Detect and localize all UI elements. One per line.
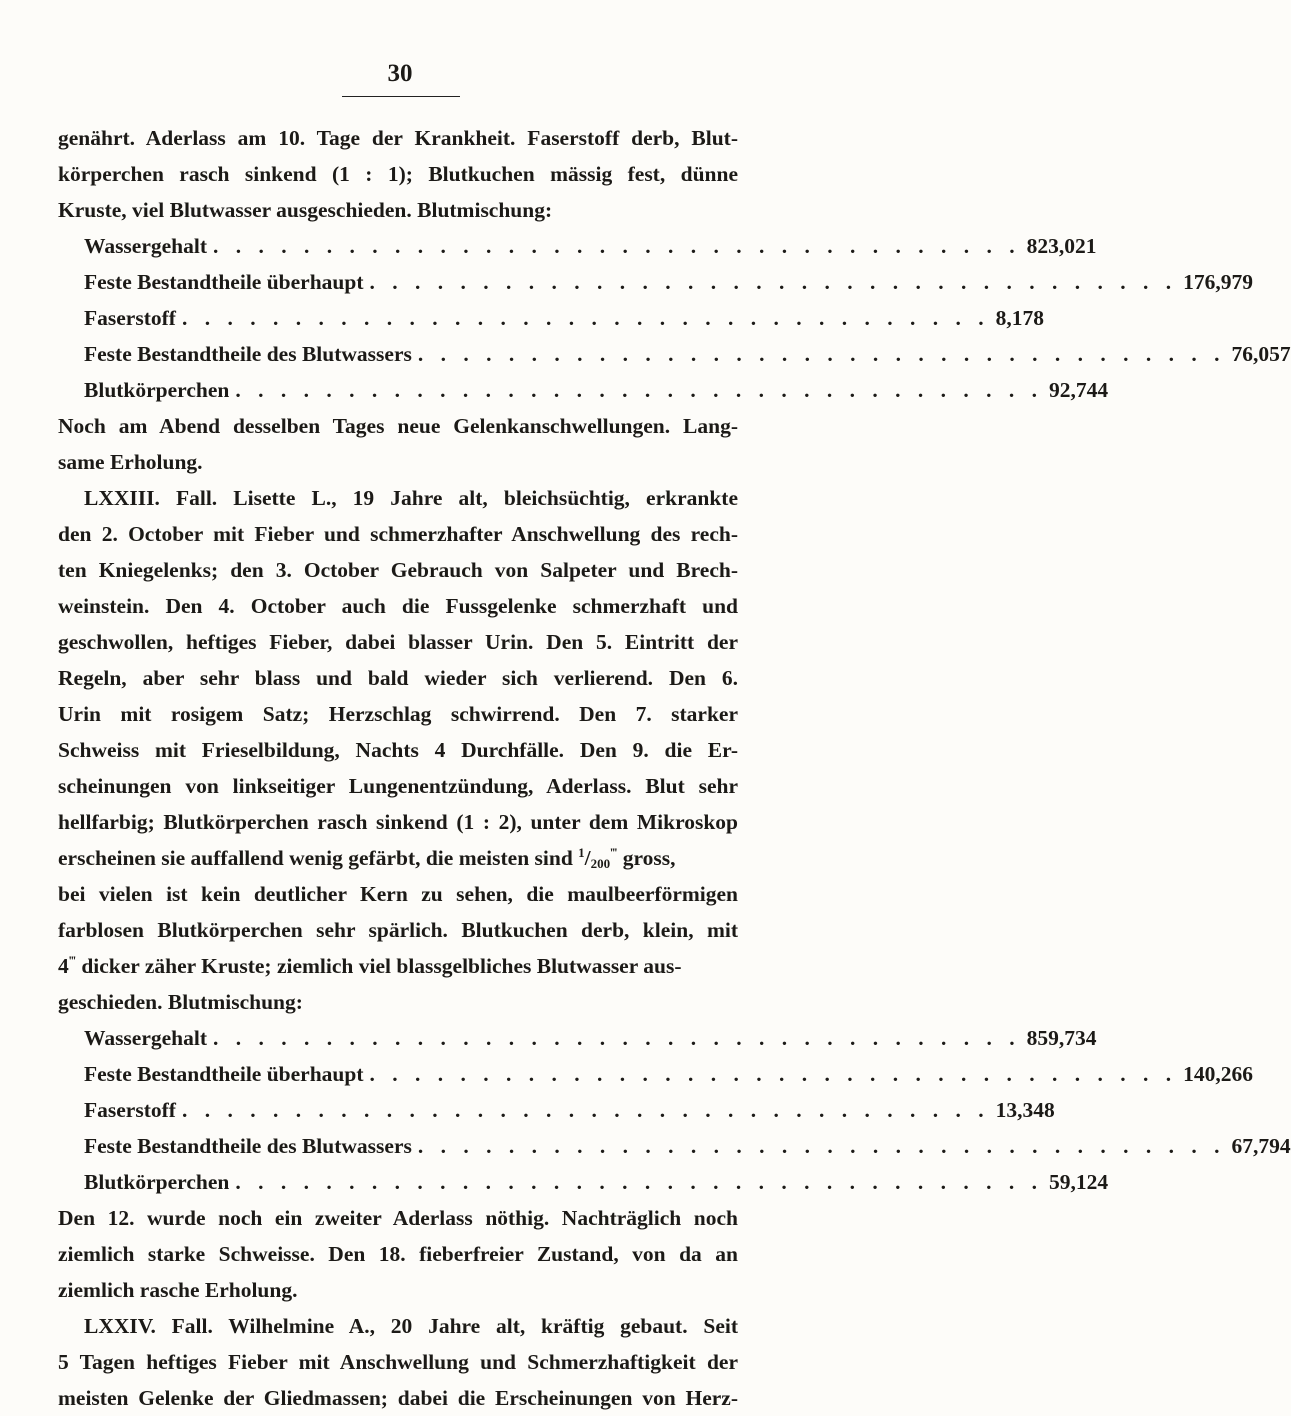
- text-line: hellfarbig; Blutkörperchen rasch sinkend (1 : 2), unter dem Mikroskop: [58, 810, 738, 834]
- page-number: 30: [387, 60, 413, 87]
- leader-dots: . . . . . . . . . . . . . . . . . . . . . . . . . . . . . . . . . . . .: [235, 1170, 1043, 1194]
- leader-dots: . . . . . . . . . . . . . . . . . . . . . . . . . . . . . . . . . . . .: [369, 1062, 1178, 1086]
- table1-row: [84, 264, 1253, 300]
- text-segment: erscheinen sie auffallend wenig gefärbt, die meisten sind: [58, 846, 579, 870]
- table1-row: [84, 300, 1044, 336]
- row-value: 823,021: [1026, 234, 1097, 258]
- text-line: 5 Tagen heftiges Fieber mit Anschwellung und Schmerzhaftigkeit der: [58, 1350, 738, 1374]
- leader-dots: . . . . . . . . . . . . . . . . . . . . . . . . . . . . . . . . . . . .: [417, 1134, 1226, 1158]
- row-label: Feste Bestandtheile überhaupt: [84, 270, 364, 294]
- table2-row: [84, 1056, 1253, 1092]
- row-label: Wassergehalt: [84, 234, 208, 258]
- text-line: Kruste, viel Blutwasser ausgeschieden. Blutmischung:: [58, 198, 553, 222]
- text-line: [58, 948, 738, 984]
- row-value: 140,266: [1183, 1062, 1253, 1086]
- row-label: Feste Bestandtheile des Blutwassers: [84, 342, 412, 366]
- table1-row: [84, 228, 1097, 264]
- fraction-denominator: 200: [590, 856, 611, 871]
- leader-dots: . . . . . . . . . . . . . . . . . . . . . . . . . . . . . . . . . . . .: [181, 1098, 990, 1122]
- row-value: 13,348: [995, 1098, 1055, 1122]
- row-label: Wassergehalt: [84, 1026, 208, 1050]
- table2-row: [84, 1164, 1109, 1200]
- text-line: meisten Gelenke der Gliedmassen; dabei die Erscheinungen von Herz-: [58, 1386, 738, 1410]
- row-value: 8,178: [995, 306, 1044, 330]
- table1-row: [84, 336, 1291, 372]
- text-line: Regeln, aber sehr blass und bald wieder sich verlierend. Den 6.: [58, 666, 738, 690]
- text-line: ten Kniegelenks; den 3. October Gebrauch von Salpeter und Brech-: [58, 558, 738, 582]
- table2-row: [84, 1020, 1097, 1056]
- leader-dots: . . . . . . . . . . . . . . . . . . . . . . . . . . . . . . . . . . . .: [417, 342, 1226, 366]
- text-segment: 4: [58, 954, 69, 978]
- text-line: genährt. Aderlass am 10. Tage der Krankheit. Faserstoff derb, Blut-: [58, 126, 738, 150]
- line-unit-mark: ‴: [610, 845, 618, 860]
- text-line: ziemlich starke Schweisse. Den 18. fieberfreier Zustand, von da an: [58, 1242, 738, 1266]
- text-segment: gross,: [622, 846, 676, 870]
- row-label: Blutkörperchen: [84, 1170, 230, 1194]
- leader-dots: . . . . . . . . . . . . . . . . . . . . . . . . . . . . . . . . . . . .: [181, 306, 990, 330]
- row-label: Faserstoff: [84, 306, 176, 330]
- text-line: Den 12. wurde noch ein zweiter Aderlass nöthig. Nachträglich noch: [58, 1206, 738, 1230]
- row-label: Feste Bestandtheile überhaupt: [84, 1062, 364, 1086]
- text-line: Urin mit rosigem Satz; Herzschlag schwirrend. Den 7. starker: [58, 702, 738, 726]
- text-line: Schweiss mit Frieselbildung, Nachts 4 Durchfälle. Den 9. die Er-: [58, 738, 738, 762]
- text-line: geschwollen, heftiges Fieber, dabei blasser Urin. Den 5. Eintritt der: [58, 630, 738, 654]
- text-line: den 2. October mit Fieber und schmerzhafter Anschwellung des rech-: [58, 522, 738, 546]
- table2-row: [84, 1092, 1055, 1128]
- text-line: Noch am Abend desselben Tages neue Gelenkanschwellungen. Lang-: [58, 414, 738, 438]
- leader-dots: . . . . . . . . . . . . . . . . . . . . . . . . . . . . . . . . . . . .: [369, 270, 1178, 294]
- line-unit-mark: ‴: [68, 953, 76, 968]
- row-value: 59,124: [1048, 1170, 1109, 1194]
- fraction-numerator: 1: [578, 845, 585, 860]
- text-line: LXXIV. Fall. Wilhelmine A., 20 Jahre alt, kräftig gebaut. Seit: [84, 1314, 738, 1338]
- row-value: 76,057: [1231, 342, 1291, 366]
- table2-row: [84, 1128, 1291, 1164]
- text-line: scheinungen von linkseitiger Lungenentzündung, Aderlass. Blut sehr: [58, 774, 738, 798]
- text-line: bei vielen ist kein deutlicher Kern zu sehen, die maulbeerförmigen: [58, 882, 738, 906]
- table1-row: [84, 372, 1109, 408]
- row-value: 67,794: [1231, 1134, 1291, 1158]
- row-label: Blutkörperchen: [84, 378, 230, 402]
- leader-dots: . . . . . . . . . . . . . . . . . . . . . . . . . . . . . . . . . . . .: [213, 234, 1021, 258]
- text-line: körperchen rasch sinkend (1 : 1); Blutkuchen mässig fest, dünne: [58, 162, 738, 186]
- row-value: 92,744: [1048, 378, 1109, 402]
- leader-dots: . . . . . . . . . . . . . . . . . . . . . . . . . . . . . . . . . . . .: [213, 1026, 1021, 1050]
- header-rule: [342, 96, 460, 97]
- text-line: erscheinen sie auffallend wenig gefärbt, die meisten sind $^1/_{200}^‴$ gross,: [58, 845, 676, 871]
- leader-dots: . . . . . . . . . . . . . . . . . . . . . . . . . . . . . . . . . . . .: [235, 378, 1043, 402]
- row-label: Feste Bestandtheile des Blutwassers: [84, 1134, 412, 1158]
- text-segment: dicker zäher Kruste; ziemlich viel blassgelbliches Blutwasser aus-: [75, 954, 682, 978]
- row-value: 859,734: [1026, 1026, 1097, 1050]
- text-line: farblosen Blutkörperchen sehr spärlich. Blutkuchen derb, klein, mit: [58, 918, 738, 942]
- row-label: Faserstoff: [84, 1098, 176, 1122]
- text-line: LXXIII. Fall. Lisette L., 19 Jahre alt, bleichsüchtig, erkrankte: [84, 486, 738, 510]
- row-value: 176,979: [1183, 270, 1253, 294]
- text-line: ziemlich rasche Erholung.: [58, 1278, 298, 1302]
- text-line: same Erholung.: [58, 450, 203, 474]
- text-line: geschieden. Blutmischung:: [58, 990, 303, 1014]
- text-line: weinstein. Den 4. October auch die Fussgelenke schmerzhaft und: [58, 594, 738, 618]
